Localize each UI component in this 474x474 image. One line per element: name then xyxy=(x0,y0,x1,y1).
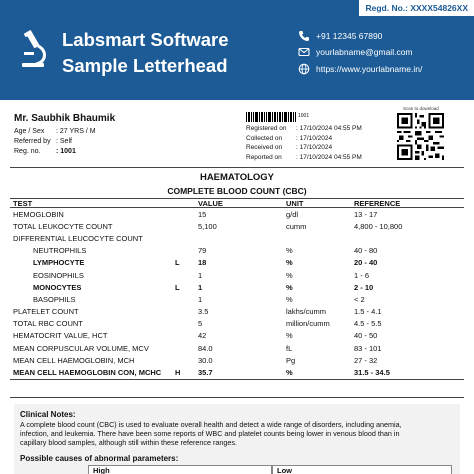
possible-causes-title: Possible causes of abnormal parameters: xyxy=(20,454,179,463)
registration-number: Regd. No.: XXXX54826XX xyxy=(359,0,474,16)
value: 5,100 xyxy=(198,221,217,231)
value: 15 xyxy=(198,209,207,219)
unit: Pg xyxy=(286,355,296,365)
letterhead-title-line-2: Sample Letterhead xyxy=(62,55,228,76)
test-name: TOTAL RBC COUNT xyxy=(13,319,83,329)
table-row xyxy=(10,342,464,354)
date-label: Reported on xyxy=(246,153,282,161)
table-row xyxy=(10,220,464,232)
microscope-icon xyxy=(16,30,50,70)
test-name: PLATELET COUNT xyxy=(13,307,79,317)
mail-icon xyxy=(298,46,310,58)
notes-divider xyxy=(10,397,464,398)
section-subtitle: COMPLETE BLOOD COUNT (CBC) xyxy=(167,186,307,196)
reference-range: 20 - 40 xyxy=(354,258,378,268)
table-row xyxy=(10,257,464,269)
test-name: HEMOGLOBIN xyxy=(13,209,64,219)
contact-website xyxy=(298,63,422,75)
contact-phone xyxy=(298,30,382,42)
unit: % xyxy=(286,270,293,280)
table-row xyxy=(10,366,464,378)
value: 1 xyxy=(198,270,203,280)
unit: lakhs/cumm xyxy=(286,307,327,317)
table-row xyxy=(10,232,464,244)
contact-email xyxy=(298,46,413,58)
unit: fL xyxy=(286,343,293,353)
value: 18 xyxy=(198,258,207,268)
reference-range: 4,800 - 10,800 xyxy=(354,221,403,231)
test-name: TOTAL LEUKOCYTE COUNT xyxy=(13,221,113,231)
date-row xyxy=(246,153,362,163)
unit: % xyxy=(286,246,293,256)
field-value: : 1001 xyxy=(56,147,76,155)
clinical-notes xyxy=(14,404,460,474)
test-name: MONOCYTES xyxy=(33,282,82,292)
value: 30.0 xyxy=(198,355,213,365)
value: 5 xyxy=(198,319,203,329)
patient-field xyxy=(14,136,115,146)
unit: % xyxy=(286,282,293,292)
value: 1 xyxy=(198,294,203,304)
table-row xyxy=(10,245,464,257)
value: 3.5 xyxy=(198,307,209,317)
value: 79 xyxy=(198,246,207,256)
reference-range: 83 - 101 xyxy=(354,343,382,353)
field-value: : Self xyxy=(56,137,72,145)
low-column: Low xyxy=(272,465,452,474)
results-table xyxy=(10,198,464,380)
notes-text-line: infection, and leukemia. There have been some reports of WBC and platelet counts being lower in venous blood than in xyxy=(20,429,400,438)
value: 84.0 xyxy=(198,343,213,353)
reference-range: 4.5 - 5.5 xyxy=(354,319,382,329)
flag: L xyxy=(175,258,180,268)
table-bottom-rule xyxy=(10,379,464,380)
reference-range: 1 - 6 xyxy=(354,270,370,280)
value: 35.7 xyxy=(198,368,213,378)
reference-range: 40 - 50 xyxy=(354,331,378,341)
patient-field xyxy=(14,146,115,156)
notes-title: Clinical Notes: xyxy=(20,410,76,419)
scan-label: Scan to download xyxy=(403,106,439,111)
reference-range: 2 - 10 xyxy=(354,282,374,292)
col-test: TEST xyxy=(13,198,33,208)
flag: L xyxy=(175,282,180,292)
reference-range: 27 - 32 xyxy=(354,355,378,365)
test-name: MEAN CORPUSCULAR VOLUME, MCV xyxy=(13,343,149,353)
table-row xyxy=(10,354,464,366)
table-row xyxy=(10,318,464,330)
high-column: High xyxy=(88,465,272,474)
patient-info xyxy=(14,113,115,156)
letterhead-title-line-1: Labsmart Software xyxy=(62,29,229,50)
value: 42 xyxy=(198,331,207,341)
unit: cumm xyxy=(286,221,307,231)
barcode xyxy=(246,112,296,122)
test-name: HEMATOCRIT VALUE, HCT xyxy=(13,331,108,341)
unit: million/cumm xyxy=(286,319,330,329)
date-value: : 17/10/2024 xyxy=(296,134,333,142)
unit: % xyxy=(286,331,293,341)
date-label: Registered on xyxy=(246,125,287,133)
unit: % xyxy=(286,368,293,378)
table-row xyxy=(10,293,464,305)
header-divider xyxy=(10,167,464,168)
letterhead-header xyxy=(0,0,474,100)
barcode-number: 1001 xyxy=(298,113,310,119)
field-label: Referred by xyxy=(14,137,51,145)
qr-code[interactable] xyxy=(397,113,444,160)
phone-text: +91 12345 67890 xyxy=(316,31,383,41)
col-unit: UNIT xyxy=(286,198,304,208)
field-label: Age / Sex xyxy=(14,127,45,135)
globe-icon xyxy=(298,63,310,75)
table-body xyxy=(10,208,464,379)
col-reference: REFERENCE xyxy=(354,198,401,208)
table-row xyxy=(10,208,464,220)
table-row xyxy=(10,281,464,293)
date-value: : 17/10/2024 04:55 PM xyxy=(296,153,362,161)
table-row xyxy=(10,269,464,281)
date-label: Received on xyxy=(246,144,283,152)
test-name: LYMPHOCYTE xyxy=(33,258,85,268)
email-text: yourlabname@gmail.com xyxy=(316,47,413,57)
col-value: VALUE xyxy=(198,198,223,208)
reference-range: 31.5 - 34.5 xyxy=(354,368,390,378)
reference-range: 13 - 17 xyxy=(354,209,378,219)
notes-text-line: capillary blood samples, although still within these reference ranges. xyxy=(20,438,237,447)
reference-range: 40 - 80 xyxy=(354,246,378,256)
date-row xyxy=(246,143,362,153)
test-name: MEAN CELL HAEMOGLOBIN, MCH xyxy=(13,355,135,365)
test-name: MEAN CELL HAEMOGLOBIN CON, MCHC xyxy=(13,368,162,378)
high-low-header xyxy=(20,465,454,474)
table-header xyxy=(10,198,464,208)
value: 1 xyxy=(198,282,203,292)
patient-field xyxy=(14,126,115,136)
field-value: : 27 YRS / M xyxy=(56,127,96,135)
test-name: EOSINOPHILS xyxy=(33,270,84,280)
unit: g/dl xyxy=(286,209,299,219)
reference-range: < 2 xyxy=(354,294,365,304)
date-label: Collected on xyxy=(246,134,283,142)
test-name: NEUTROPHILS xyxy=(33,246,87,256)
patient-name: Mr. Saubhik Bhaumik xyxy=(14,113,116,124)
unit: % xyxy=(286,294,293,304)
date-row xyxy=(246,134,362,144)
notes-text-line: A complete blood count (CBC) is used to evaluate overall health and detect a wide range of disorders, including anemia, xyxy=(20,420,402,429)
unit: % xyxy=(286,258,293,268)
test-name: BASOPHILS xyxy=(33,294,76,304)
website-text: https://www.yourlabname.in/ xyxy=(316,64,423,74)
flag: H xyxy=(175,368,181,378)
table-row xyxy=(10,306,464,318)
date-value: : 17/10/2024 04:55 PM xyxy=(296,125,362,133)
date-value: : 17/10/2024 xyxy=(296,144,333,152)
sample-dates xyxy=(246,124,362,162)
table-row xyxy=(10,330,464,342)
reference-range: 1.5 - 4.1 xyxy=(354,307,382,317)
date-row xyxy=(246,124,362,134)
phone-icon xyxy=(298,30,310,42)
test-name: DIFFERENTIAL LEUCOCYTE COUNT xyxy=(13,233,143,243)
field-label: Reg. no. xyxy=(14,147,41,155)
section-title: HAEMATOLOGY xyxy=(199,172,275,183)
